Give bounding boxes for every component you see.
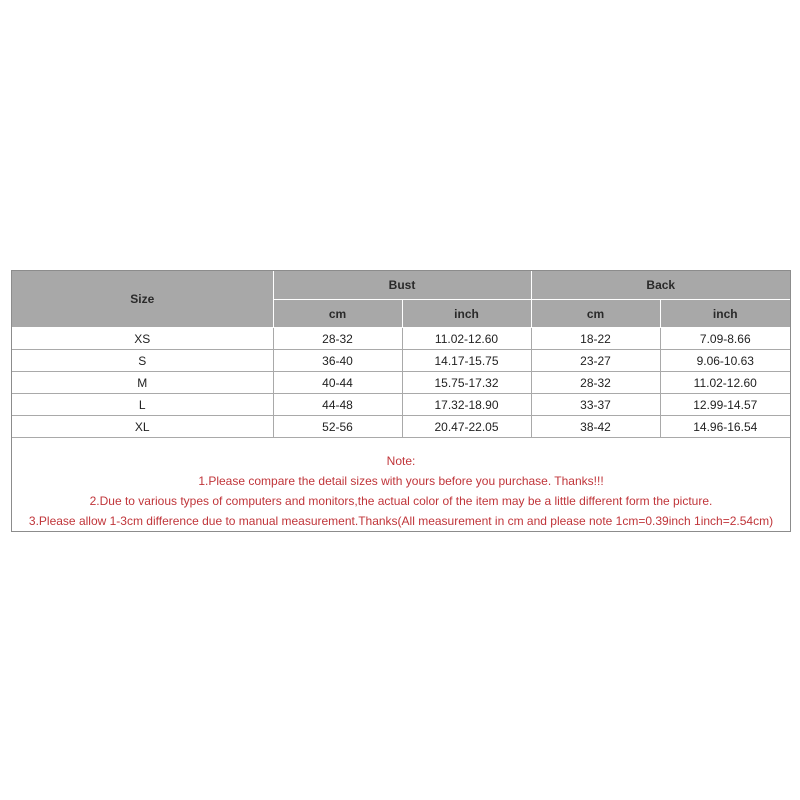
size-table xyxy=(12,271,790,438)
table-row xyxy=(12,372,790,394)
cell-bust-inch: 17.32-18.90 xyxy=(402,394,531,416)
size-chart xyxy=(11,270,791,532)
cell-back-cm: 28-32 xyxy=(531,372,660,394)
cell-size: S xyxy=(12,350,273,372)
header-size: Size xyxy=(12,271,273,328)
cell-back-cm: 18-22 xyxy=(531,328,660,350)
note-line-2: 2.Due to various types of computers and monitors,the actual color of the item may be a little different form the picture. xyxy=(89,494,713,508)
notes-title: Note: xyxy=(386,454,416,468)
note-line-3: 3.Please allow 1-3cm difference due to manual measurement.Thanks(All measurement in cm and please note 1cm=0.39inch 1inch=2.54cm) xyxy=(28,514,774,528)
cell-back-inch: 9.06-10.63 xyxy=(660,350,790,372)
table-row xyxy=(12,350,790,372)
cell-back-cm: 23-27 xyxy=(531,350,660,372)
table-row xyxy=(12,394,790,416)
table-row xyxy=(12,416,790,438)
cell-bust-inch: 20.47-22.05 xyxy=(402,416,531,438)
note-line-1: 1.Please compare the detail sizes with yours before you purchase. Thanks!!! xyxy=(198,474,604,488)
cell-size: M xyxy=(12,372,273,394)
header-bust-cm: cm xyxy=(273,300,402,328)
cell-bust-cm: 52-56 xyxy=(273,416,402,438)
header-row-groups xyxy=(12,271,790,300)
cell-back-cm: 33-37 xyxy=(531,394,660,416)
table-row xyxy=(12,328,790,350)
header-bust-inch: inch xyxy=(402,300,531,328)
header-back-inch: inch xyxy=(660,300,790,328)
cell-bust-cm: 36-40 xyxy=(273,350,402,372)
cell-size: XS xyxy=(12,328,273,350)
cell-back-cm: 38-42 xyxy=(531,416,660,438)
cell-bust-inch: 11.02-12.60 xyxy=(402,328,531,350)
cell-back-inch: 14.96-16.54 xyxy=(660,416,790,438)
header-bust: Bust xyxy=(273,271,531,300)
cell-bust-cm: 40-44 xyxy=(273,372,402,394)
cell-bust-cm: 44-48 xyxy=(273,394,402,416)
cell-bust-cm: 28-32 xyxy=(273,328,402,350)
header-back-cm: cm xyxy=(531,300,660,328)
cell-size: L xyxy=(12,394,273,416)
header-back: Back xyxy=(531,271,790,300)
cell-size: XL xyxy=(12,416,273,438)
cell-back-inch: 12.99-14.57 xyxy=(660,394,790,416)
cell-bust-inch: 14.17-15.75 xyxy=(402,350,531,372)
cell-back-inch: 7.09-8.66 xyxy=(660,328,790,350)
cell-bust-inch: 15.75-17.32 xyxy=(402,372,531,394)
cell-back-inch: 11.02-12.60 xyxy=(660,372,790,394)
notes-section xyxy=(12,451,790,531)
